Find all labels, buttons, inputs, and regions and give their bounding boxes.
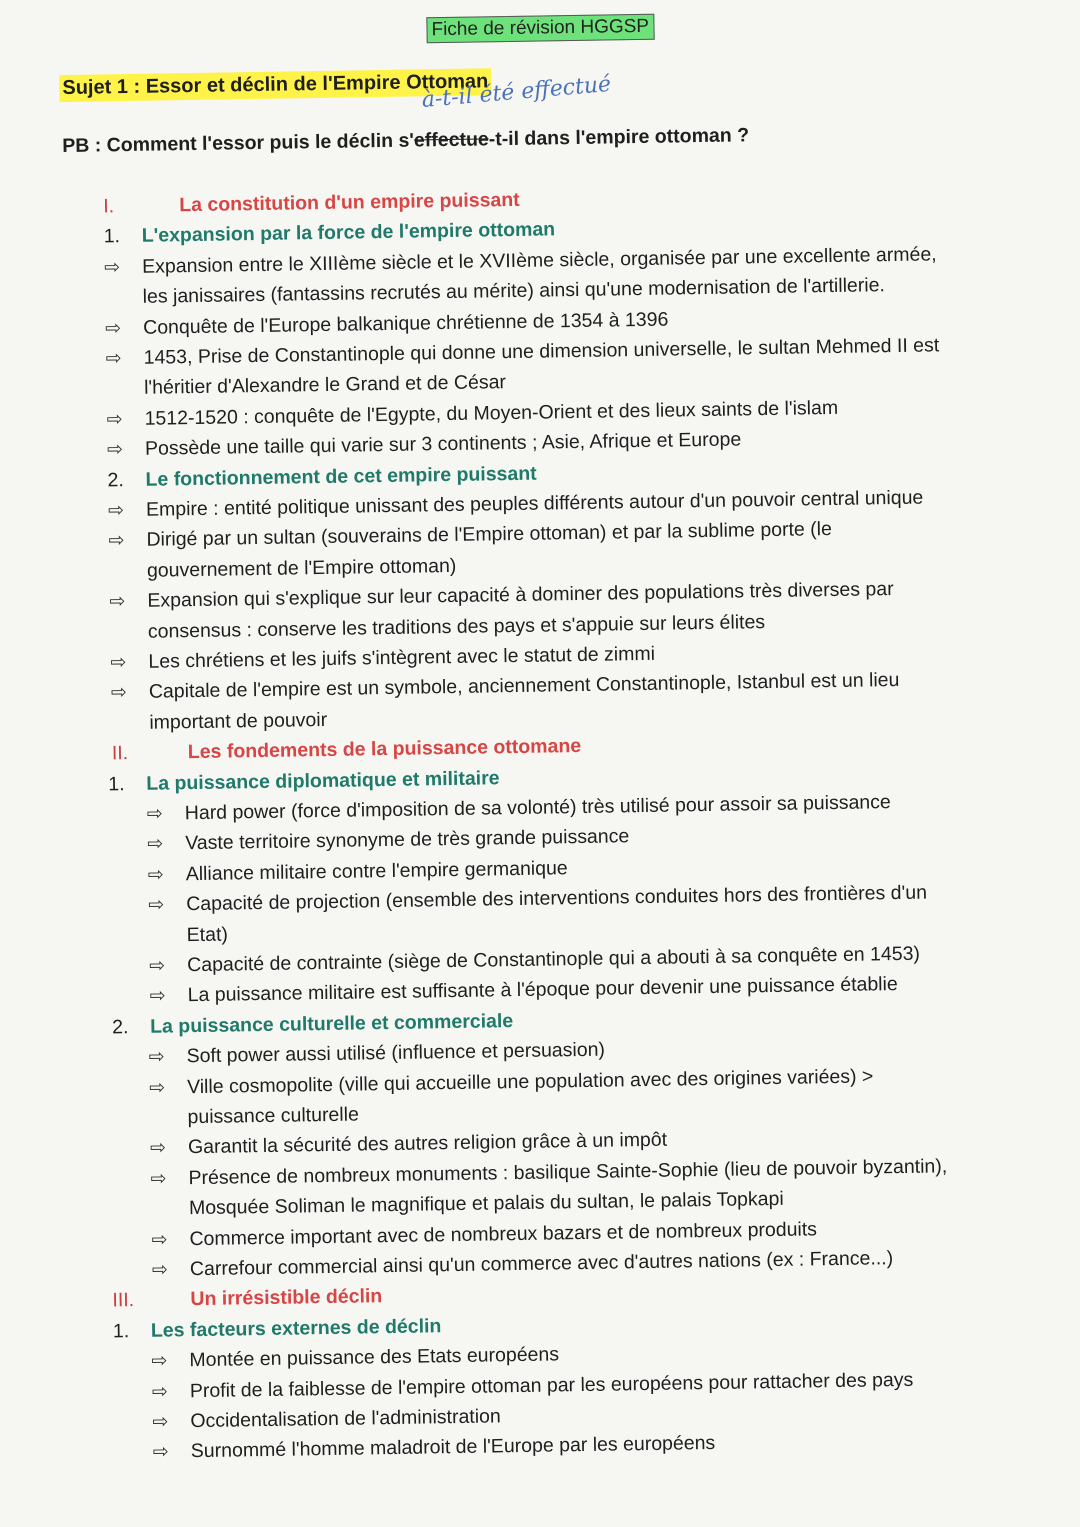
arrow-bullet-icon: ⇨ [105,348,122,370]
arrow-bullet-icon: ⇨ [150,1168,167,1190]
arrow-bullet-icon: ⇨ [148,1046,165,1068]
arrow-bullet-icon: ⇨ [108,530,125,552]
bullet-text: Vaste territoire synonyme de très grande puissance [185,825,630,855]
arrow-bullet-icon: ⇨ [109,591,126,613]
arrow-bullet-icon: ⇨ [106,439,124,461]
handwritten-annotation: à-t-il été effectué [420,71,612,113]
arrow-bullet-icon: ⇨ [110,652,127,674]
arrow-bullet-icon: ⇨ [148,1077,166,1099]
part-number: III. [112,1289,135,1312]
arrow-bullet-icon: ⇨ [146,803,163,825]
part-number: II. [111,742,129,765]
arrow-bullet-icon: ⇨ [149,955,166,977]
arrow-bullet-icon: ⇨ [106,408,123,431]
bullet-text: Dirigé par un sultan (souverains de l'Empire ottoman) et par la sublime porte (le [146,518,833,552]
part-title: La constitution d'un empire puissant [179,188,520,217]
bullet-text: Soft power aussi utilisé (influence et persuasion) [186,1038,606,1068]
section-title: La puissance culturelle et commerciale [149,1009,514,1038]
problem-prefix: PB : Comment l'essor puis le déclin s' [62,129,415,158]
bullet-text: Carrefour commercial ainsi qu'un commerce avec d'autres nations (ex : France...) [189,1247,894,1281]
arrow-bullet-icon: ⇨ [104,256,121,279]
problem-statement [62,124,749,158]
arrow-bullet-icon: ⇨ [151,1381,168,1403]
part-title: Un irrésistible déclin [190,1285,383,1311]
section-title: Les facteurs externes de déclin [150,1315,442,1342]
bullet-text: Alliance militaire contre l'empire germanique [185,856,568,885]
problem-struck-word: effectue [413,128,489,152]
bullet-text: Hard power (force d'imposition de sa volonté) très utilisé pour assoir sa puissance [184,791,891,825]
bullet-text: puissance culturelle [187,1103,359,1129]
arrow-bullet-icon: ⇨ [152,1411,169,1433]
bullet-text: Commerce important avec de nombreux bazars et de nombreux produits [189,1217,818,1250]
bullet-text: Capacité de contrainte (siège de Constantinople qui a abouti à sa conquête en 1453) [187,942,921,977]
bullet-text: important de pouvoir [149,708,328,734]
arrow-bullet-icon: ⇨ [147,833,164,856]
section-title: La puissance diplomatique et militaire [146,766,500,795]
part-title: Les fondements de la puissance ottomane [187,735,582,764]
bullet-text: Présence de nombreux monuments : basilique Sainte-Sophie (lieu de pouvoir byzantin), [188,1155,948,1189]
part-number: I. [103,195,115,218]
section-title: Le fonctionnement de cet empire puissant [145,462,537,491]
section-number: 1. [103,225,121,248]
arrow-bullet-icon: ⇨ [151,1259,169,1281]
section-title: L'expansion par la force de l'empire ottoman [141,218,556,248]
bullet-text: Conquête de l'Europe balkanique chrétienne de 1354 à 1396 [142,308,669,339]
bullet-text: consensus : conserve les traditions des pays et s'appuie sur leurs élites [147,610,766,643]
bullet-text: Possède une taille qui varie sur 3 continents ; Asie, Afrique et Europe [144,428,742,460]
subject-heading: Sujet 1 : Essor et déclin de l'Empire Ottoman [59,68,491,102]
arrow-bullet-icon: ⇨ [151,1229,168,1251]
bullet-text: Mosquée Soliman le magnifique et palais du sultan, le palais Topkapi [188,1188,784,1220]
bullet-text: Capitale de l'empire est un symbole, anciennement Constantinople, Istanbul est un lieu [148,669,900,704]
bullet-text: Surnommé l'homme maladroit de l'Europe par les européens [190,1432,716,1463]
bullet-text: 1453, Prise de Constantinople qui donne une dimension universelle, le sultan Mehmed II est [143,334,940,369]
arrow-bullet-icon: ⇨ [105,317,122,339]
section-number: 2. [111,1015,129,1039]
bullet-text: Expansion qui s'explique sur leur capacité à dominer des populations très diverses par [147,578,894,612]
bullet-text: La puissance militaire est suffisante à l'époque pour devenir une puissance établie [187,973,898,1007]
bullet-text: Les chrétiens et les juifs s'intègrent avec le statut de zimmi [148,642,656,673]
section-number: 1. [108,772,125,795]
bullet-text: 1512-1520 : conquête de l'Egypte, du Moyen-Orient et des lieux saints de l'islam [144,396,839,430]
bullet-text: Garantit la sécurité des autres religion grâce à un impôt [187,1129,668,1159]
arrow-bullet-icon: ⇨ [107,500,125,522]
bullet-text: Empire : entité politique unissant des peuples différents autour d'un pouvoir central unique [145,486,924,521]
section-number: 2. [107,468,124,491]
bullet-text: gouvernement de l'Empire ottoman) [146,554,457,582]
bullet-text: Capacité de projection (ensemble des interventions conduites hors des frontières d'un [186,881,928,916]
arrow-bullet-icon: ⇨ [147,864,164,886]
bullet-text: Montée en puissance des Etats européens [189,1343,560,1372]
arrow-bullet-icon: ⇨ [152,1441,169,1464]
bullet-text: Occidentalisation de l'administration [190,1405,501,1433]
bullet-text: Profit de la faiblesse de l'empire ottoman par les européens pour rattacher des pays [189,1368,914,1402]
document-title: Fiche de révision HGGSP [426,14,654,44]
arrow-bullet-icon: ⇨ [110,682,127,704]
bullet-text: Ville cosmopolite (ville qui accueille une population avec des origines variées) > [186,1065,874,1098]
arrow-bullet-icon: ⇨ [149,985,166,1008]
problem-suffix: -t-il dans l'empire ottoman ? [488,124,750,151]
bullet-text: Expansion entre le XIIIème siècle et le XVIIème siècle, organisée par une excellente armée, [142,243,937,278]
bullet-text: les janissaires (fantassins recrutés au mérite) ainsi qu'une modernisation de l'artillerie. [142,274,886,308]
bullet-text: Etat) [186,923,229,946]
bullet-text: l'héritier d'Alexandre le Grand et de César [143,371,507,400]
arrow-bullet-icon: ⇨ [149,1137,167,1160]
section-number: 1. [112,1319,130,1343]
arrow-bullet-icon: ⇨ [151,1350,168,1372]
arrow-bullet-icon: ⇨ [148,894,165,916]
